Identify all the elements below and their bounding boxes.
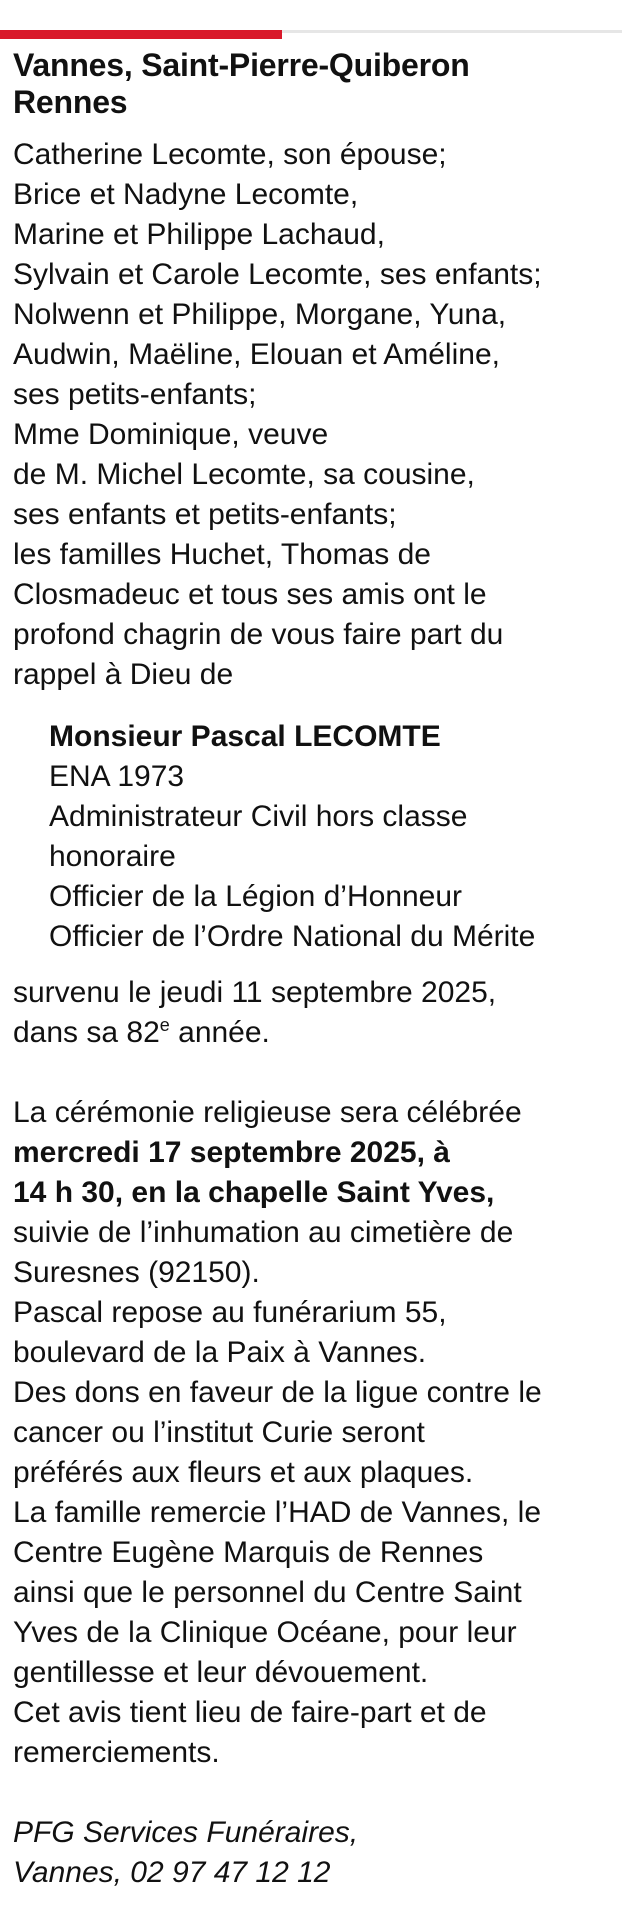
deceased-title: ENA 1973	[49, 760, 185, 793]
age-text: dans sa 82	[13, 1016, 160, 1049]
ceremony-line: Des dons en faveur de la ligue contre le	[13, 1376, 542, 1409]
deceased-name: Monsieur Pascal LECOMTE	[49, 720, 441, 753]
family-line: profond chagrin de vous faire part du	[13, 618, 504, 651]
deceased-title: Administrateur Civil hors classe	[49, 800, 468, 833]
family-line: Brice et Nadyne Lecomte,	[13, 178, 359, 211]
funeral-home-signature	[13, 1813, 613, 1893]
family-line: Sylvain et Carole Lecomte, ses enfants;	[13, 258, 542, 291]
family-line: ses enfants et petits-enfants;	[13, 498, 397, 531]
family-line: Nolwenn et Philippe, Morgane, Yuna,	[13, 298, 507, 331]
location-headline	[13, 47, 613, 121]
ceremony-line: Pascal repose au funérarium 55,	[13, 1296, 447, 1329]
location-line: Vannes, Saint-Pierre-Quiberon	[13, 47, 470, 83]
signature-line: Vannes, 02 97 47 12 12	[13, 1856, 331, 1889]
ceremony-intro: La cérémonie religieuse sera célébrée	[13, 1096, 522, 1129]
ceremony-line: suivie de l’inhumation au cimetière de	[13, 1216, 514, 1249]
ceremony-line: Centre Eugène Marquis de Rennes	[13, 1536, 484, 1569]
ceremony-line: Yves de la Clinique Océane, pour leur	[13, 1616, 517, 1649]
deceased-title: Officier de l’Ordre National du Mérite	[49, 920, 536, 953]
family-line: Mme Dominique, veuve	[13, 418, 329, 451]
ceremony-line: Suresnes (92150).	[13, 1256, 260, 1289]
deceased-block	[13, 717, 613, 957]
ceremony-info	[13, 1093, 613, 1773]
location-line: Rennes	[13, 84, 128, 120]
age-line	[13, 1013, 613, 1053]
ordinal-suffix: e	[159, 1015, 170, 1035]
ceremony-line: boulevard de la Paix à Vannes.	[13, 1336, 427, 1369]
family-announcement	[13, 135, 613, 695]
ceremony-line: cancer ou l’institut Curie seront	[13, 1416, 425, 1449]
ceremony-line: Cet avis tient lieu de faire-part et de	[13, 1696, 487, 1729]
family-line: Catherine Lecomte, son épouse;	[13, 138, 447, 171]
ceremony-line: La famille remercie l’HAD de Vannes, le	[13, 1496, 542, 1529]
accent-bar	[0, 30, 282, 39]
death-date-line: survenu le jeudi 11 septembre 2025,	[13, 976, 497, 1009]
signature-line: PFG Services Funéraires,	[13, 1816, 359, 1849]
age-text-end: année.	[169, 1016, 270, 1049]
family-line: les familles Huchet, Thomas de	[13, 538, 431, 571]
deceased-title: honoraire	[49, 840, 176, 873]
family-line: Audwin, Maëline, Elouan et Améline,	[13, 338, 500, 371]
ceremony-line: préférés aux fleurs et aux plaques.	[13, 1456, 474, 1489]
obituary-notice	[13, 47, 613, 1893]
ceremony-place: 14 h 30, en la chapelle Saint Yves,	[13, 1176, 495, 1209]
ceremony-line: ainsi que le personnel du Centre Saint	[13, 1576, 522, 1609]
family-line: Marine et Philippe Lachaud,	[13, 218, 385, 251]
ceremony-line: gentillesse et leur dévouement.	[13, 1656, 429, 1689]
family-line: Closmadeuc et tous ses amis ont le	[13, 578, 487, 611]
death-info	[13, 973, 613, 1053]
ceremony-date: mercredi 17 septembre 2025, à	[13, 1136, 450, 1169]
family-line: de M. Michel Lecomte, sa cousine,	[13, 458, 475, 491]
ceremony-line: remerciements.	[13, 1736, 220, 1769]
family-line: ses petits-enfants;	[13, 378, 257, 411]
deceased-title: Officier de la Légion d’Honneur	[49, 880, 463, 913]
family-line: rappel à Dieu de	[13, 658, 234, 691]
